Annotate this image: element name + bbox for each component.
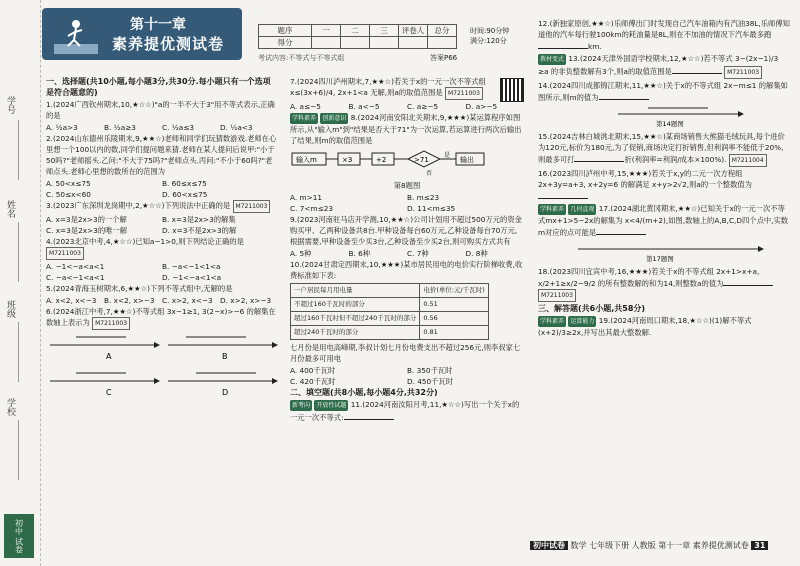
answer-blank[interactable] [672, 65, 722, 74]
full-score: 满分:120分 [470, 37, 507, 45]
question-1: 1.(2024广西钦州期末,10,★☆☆)"a的一半不大于3"用不等式表示,正确的是 [46, 100, 275, 120]
exam-content-note: 考试内容:不等式与不等式组 [258, 54, 345, 62]
option[interactable]: D. −1<−a<1<a [162, 273, 222, 282]
question-code: M7211003 [724, 66, 762, 79]
option[interactable]: A. m>11 [290, 193, 323, 202]
brand-logo: 初中 试卷 [4, 514, 34, 558]
question-19-text: 19.(2024河南周口期末,18,★☆☆)(1)解不等式 (x+2)/3≥2x,并写出其最大整数解. [538, 316, 752, 337]
flow-input: 输入m [296, 156, 317, 164]
score-cell [370, 37, 399, 49]
footer-brand: 初中试卷 [530, 541, 568, 550]
tag-badge: 学科素养 [540, 206, 565, 213]
student-id-line [18, 120, 19, 180]
student-id-label: 学号 [5, 96, 15, 114]
flow-yes: 是 [444, 152, 451, 159]
question-8 [290, 112, 524, 146]
question-5: 5.(2024青海玉树期末,6,★★☆)下列不等式组中,无解的是 [46, 284, 233, 293]
score-header-cell: 三 [370, 25, 399, 37]
electricity-price-table [290, 283, 489, 340]
question-6 [46, 306, 278, 330]
question-12 [538, 18, 790, 52]
time-info [470, 26, 509, 46]
score-header-cell: 一 [312, 25, 341, 37]
middle-column [290, 76, 524, 424]
tag-badge: 开放性试题 [316, 402, 347, 409]
question-17-text: 17.(2024湖北黄冈期末,★★☆)已知关于x的一元一次不等式mx+1>5−2x的解集为 x<4/(m+2),如图,数轴上的A,B,C,D四个点中,实数m对应的点可能是 [538, 204, 789, 237]
option[interactable]: A. a≤−5 [290, 102, 321, 111]
answer-blank[interactable] [574, 153, 624, 162]
table-row [291, 298, 489, 312]
tag-badge: 学科素养 [292, 115, 317, 122]
runner-illustration-icon [52, 14, 100, 56]
table-cell: 超过160千瓦时但不超过240千瓦时的部分 [291, 312, 420, 326]
option[interactable]: B. m≤23 [407, 193, 440, 202]
table-row [291, 312, 489, 326]
option[interactable]: D. 60<x≤75 [162, 190, 208, 199]
option[interactable]: C. x>2, x<−3 [162, 296, 213, 305]
question-17 [538, 203, 790, 238]
q5-options [46, 295, 278, 306]
class-label: 班级 [5, 300, 15, 318]
option[interactable]: C. a≥−5 [407, 102, 439, 111]
option[interactable]: B. 350千瓦时 [407, 366, 453, 375]
page-footer [530, 540, 768, 551]
option[interactable]: C. −a<−1<a<1 [46, 273, 105, 282]
school-label: 学校 [5, 398, 15, 416]
table-header: 电价(单位:元/千瓦时) [420, 284, 488, 298]
section-1-heading: 一、选择题(共10小题,每小题3分,共30分.每小题只有一个选项是符合题意的) [46, 77, 271, 97]
table-row [291, 326, 489, 340]
number-line [168, 373, 278, 397]
question-code: M7211003 [46, 247, 84, 260]
question-code: M7211003 [445, 87, 483, 100]
table-cell: 不超过160千瓦时的部分 [291, 298, 420, 312]
school-line [18, 420, 19, 480]
answer-blank[interactable] [596, 226, 646, 235]
option-label[interactable]: A [106, 352, 112, 361]
question-13-text: 13.(2024天津外国语学校期末,12,★☆☆)若不等式 3−(2x−1)/3 ≥a 的非负整数解有3个,则a的取值范围是 [538, 54, 779, 76]
table-cell: 超过240千瓦时的部分 [291, 326, 420, 340]
q10-options [290, 365, 524, 387]
left-column [46, 76, 278, 404]
option[interactable]: C. ½a≤3 [162, 123, 195, 132]
option[interactable]: C. 50≤x<60 [46, 190, 91, 199]
question-14 [538, 80, 790, 103]
score-header-cell: 评卷人 [399, 25, 428, 37]
figure-caption: 第17题图 [646, 255, 674, 263]
option[interactable]: B. 60≤x≤75 [162, 179, 207, 188]
question-11-text: 11.(2024河南汝阳月考,11,★☆☆)写出一个关于x的一元一次不等式: [290, 400, 520, 422]
q9-options [290, 248, 524, 259]
option[interactable]: B. a<−5 [348, 102, 380, 111]
q6-number-lines-figure [46, 331, 278, 401]
question-6-text: 6.(2024浙江中考,7,★★☆)不等式组 3x−1≥1, 3(2−x)>−6 的解集在数轴上表示为 [46, 307, 276, 327]
question-10-tail: 七月份是用电高峰期,李叔计划七月份电费支出不超过256元,则李叔家七月份最多可用电 [290, 343, 521, 363]
answer-blank[interactable] [723, 277, 773, 286]
option[interactable]: D. 8种 [465, 249, 488, 258]
option[interactable]: C. x=3是2x>3的唯一解 [46, 226, 128, 235]
question-9: 9.(2023河南驻马店开学测,10,★★☆)公司计划用不超过500万元的资金购买甲、乙两种设备共8台.甲种设备每台60万元,乙种设备每台70万元,根据需要,甲种设备至少买3台,乙种设备至少买2台,则可购买方式共有 [290, 215, 522, 246]
question-16-text: 16.(2023四川泸州中考,15,★★★)若关于x,y的二元一次方程组 2x+3y=a+3, x+2y=6 的解满足 x+y>2√2,则a的一个整数值为 [538, 169, 752, 189]
question-15-tail: 折(利润率=利润/成本×100%). [624, 155, 727, 164]
score-cell [341, 37, 370, 49]
question-16 [538, 168, 790, 202]
question-code: M7211003 [233, 200, 271, 213]
option-label[interactable]: B [222, 352, 228, 361]
q17-number-line [538, 239, 790, 263]
number-line [168, 337, 278, 361]
option[interactable]: A. ½a>3 [46, 123, 78, 132]
option[interactable]: A. −1<−a<a<1 [46, 262, 105, 271]
question-3 [46, 200, 278, 213]
page-number: 31 [751, 541, 768, 550]
q3-options [46, 214, 278, 236]
class-line [18, 322, 19, 382]
score-header-cell: 总分 [428, 25, 457, 37]
q4-options [46, 261, 278, 283]
flow-output: 输出 [460, 156, 474, 164]
option[interactable]: B. ½a≥3 [104, 123, 136, 132]
footer-chapter: 第十一章 [658, 541, 691, 550]
question-15-text: 15.(2024吉林白城洮北期末,15,★★☆)某商场销售大熊猫毛绒玩具,每个进价为120元,标价为180元,为了促销,商场决定打折销售,但利润率不能低于20%,则最多可打 [538, 132, 785, 164]
tag-badge: 创新意识 [322, 115, 347, 122]
table-cell: 0.56 [420, 312, 488, 326]
flow-condition: >71 [414, 156, 429, 164]
answer-blank[interactable] [538, 40, 588, 49]
footer-title: 素养提优测试卷 [692, 541, 749, 550]
score-header-cell: 题序 [259, 25, 312, 37]
option[interactable]: B. 6种 [348, 249, 371, 258]
option[interactable]: D. x=3不是2x>3的解 [162, 226, 237, 235]
unit: km. [588, 42, 602, 51]
option[interactable]: A. x=3是2x>3的一个解 [46, 215, 127, 224]
question-19 [538, 315, 790, 338]
question-7 [290, 76, 524, 100]
question-11 [290, 399, 524, 423]
tag-badge: 学科素养 [540, 318, 565, 325]
figure-caption: 第8题图 [393, 181, 421, 190]
question-10: 10.(2024甘肃定西期末,10,★★★)某市居民用电的电价实行阶梯收费,收费标准如下表: [290, 260, 523, 280]
option[interactable]: D. x>2, x>−3 [220, 296, 272, 305]
question-4 [46, 236, 278, 260]
answer-blank[interactable] [599, 91, 649, 100]
option-label[interactable]: C [106, 388, 112, 397]
question-code: M7211004 [729, 154, 767, 167]
option[interactable]: D. 11<m≤35 [407, 204, 456, 213]
score-cell [312, 37, 341, 49]
tag-badge: 新考向 [292, 402, 311, 409]
option[interactable]: C. 7种 [407, 249, 429, 258]
section-3-heading: 三、解答题(共6小题,共58分) [538, 304, 646, 313]
tag-badge: 教材变式 [540, 56, 565, 63]
option[interactable]: D. a>−5 [465, 102, 498, 111]
footer-subject: 数学 [570, 541, 587, 550]
option[interactable]: D. ½a<3 [220, 123, 253, 132]
question-18-text: 18.(2023四川宜宾中考,16,★★★)若关于x的不等式组 2x+1>x+a, x/2+1≥x/2−9/2 的所有整数解的和为14,则整数a的值为 [538, 267, 760, 288]
option-label[interactable]: D [222, 388, 229, 397]
question-12-text: 12.(新独家原创,★★☆)乐师傅出门时发现自己汽车油箱内有汽油38L,乐师傅知道他的汽车每行驶100km的耗油量是8L,则在不加油的情况下汽车最多跑 [538, 19, 790, 39]
question-code: M7211003 [92, 317, 130, 330]
flow-multiply: ×3 [342, 156, 353, 164]
option[interactable]: A. 5种 [290, 249, 312, 258]
question-8-text: 8.(2024河南安阳北关期末,9,★★★)某运算程序如图所示,从"输入m"到"结果是否大于71"为一次运算,若运算进行两次后输出了结果,则m的取值范围是 [290, 113, 522, 145]
q2-options [46, 178, 278, 200]
question-code: M7211003 [538, 289, 576, 302]
figure-caption: 第14题图 [656, 120, 684, 128]
option[interactable]: D. 450千瓦时 [407, 377, 454, 386]
binding-strip [0, 0, 41, 566]
q8-options [290, 192, 524, 214]
option[interactable]: B. x=3是2x>3的解集 [162, 215, 236, 224]
question-15 [538, 131, 790, 167]
answer-reference: 答案P66 [430, 54, 458, 62]
section-2-heading: 二、填空题(共8小题,每小题4分,共32分) [290, 388, 438, 397]
option[interactable]: B. −a<−1<1<a [162, 262, 221, 271]
flow-add: +2 [376, 156, 387, 164]
time-limit: 时间:90分钟 [470, 27, 510, 35]
flow-no: 否 [426, 170, 433, 177]
q1-options [46, 122, 278, 133]
q7-options [290, 101, 524, 112]
question-18 [538, 266, 790, 302]
option[interactable]: B. x<2, x>−3 [104, 296, 155, 305]
footer-grade: 七年级下册 [589, 541, 630, 550]
option[interactable]: A. 50<x≤75 [46, 179, 91, 188]
number-line [50, 373, 160, 397]
test-title: 素养提优测试卷 [112, 35, 225, 53]
table-cell: 0.51 [420, 298, 488, 312]
question-3-text: 3.(2023广东深圳龙岗期中,2,★☆☆)下列说法中正确的是 [46, 201, 231, 210]
name-label: 姓名 [5, 200, 15, 218]
tag-badge: 几何直观 [570, 206, 595, 213]
score-cell [399, 37, 428, 49]
score-cell [428, 37, 457, 49]
name-line [18, 222, 19, 282]
question-2: 2.(2024山东德州乐陵期末,9,★★☆)老师和同学们玩猜数游戏.老师在心里想一个100以内的数,同学们提问题来猜.老师在某人提问后说甲:"小于50吗?"老师摇头.乙问:"不大于75吗?"老师点头.丙问:"不小于60吗?"老师点头.老师心里想的数所在的范围为 [46, 134, 277, 176]
answer-blank[interactable] [538, 190, 588, 199]
q8-flowchart [290, 147, 524, 177]
score-row-label: 得分 [259, 37, 312, 49]
question-14-text: 14.(2024四川成都锦江期末,11,★★☆)关于x的不等式组 2x−m≤1 的解集如图所示,则m的值为 [538, 81, 788, 102]
right-column [538, 18, 790, 339]
question-4-text: 4.(2023北京中考,4,★☆☆)已知a−1>0,则下列结论正确的是 [46, 237, 244, 246]
option[interactable]: C. 420千瓦时 [290, 377, 336, 386]
chapter-label: 第十一章 [130, 17, 186, 33]
option[interactable]: A. 400千瓦时 [290, 366, 336, 375]
score-header-cell: 二 [341, 25, 370, 37]
question-7-text: 7.(2024四川泸州期末,7,★★☆)若关于x的一元一次不等式组 x≤(3x+6)/4, 2x+1<a 无解,则a的取值范围是 [290, 77, 486, 97]
option[interactable]: C. 7<m≤23 [290, 204, 333, 213]
q14-number-line [538, 104, 790, 128]
table-cell: 0.81 [420, 326, 488, 340]
chapter-banner [42, 8, 242, 60]
option[interactable]: A. x<2, x<−3 [46, 296, 97, 305]
tag-badge: 运算能力 [570, 318, 595, 325]
score-table [258, 24, 457, 49]
question-13 [538, 53, 790, 79]
footer-edition: 人教版 [631, 541, 656, 550]
answer-blank[interactable] [344, 411, 394, 420]
number-line [50, 337, 160, 361]
table-header: 一户居民每月用电量 [291, 284, 420, 298]
